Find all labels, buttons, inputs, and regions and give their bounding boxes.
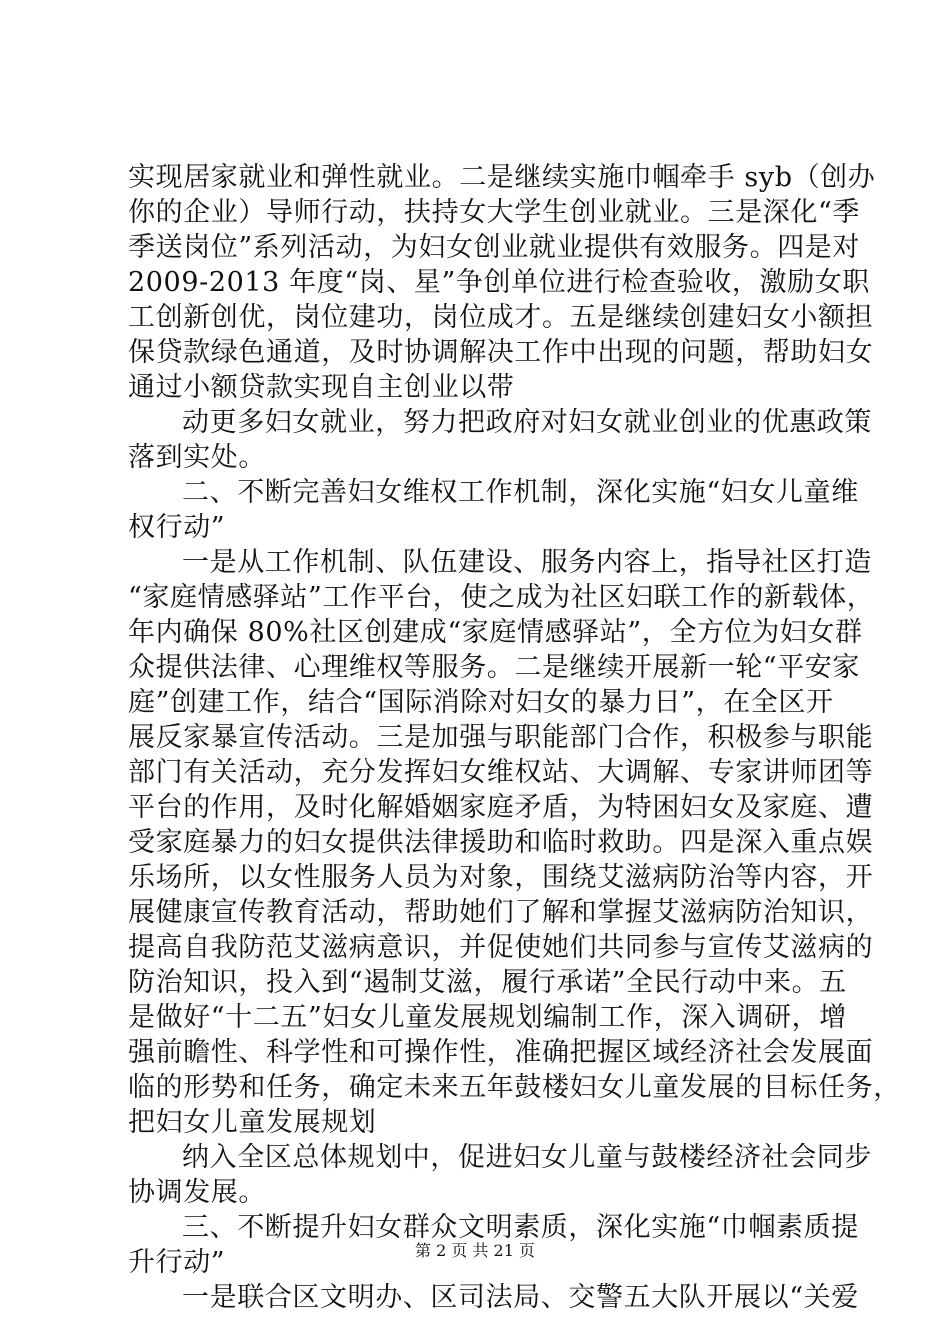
text-line: 部门有关活动，充分发挥妇女维权站、大调解、专家讲师团等 bbox=[128, 757, 874, 788]
text-line: 乐场所，以女性服务人员为对象，围绕艾滋病防治等内容，开 bbox=[128, 862, 874, 893]
paragraph-start-line: 动更多妇女就业，努力把政府对妇女就业创业的优惠政策 bbox=[182, 407, 872, 438]
text-line: 升行动” bbox=[128, 1247, 226, 1278]
text-line: 平台的作用，及时化解婚姻家庭矛盾，为特困妇女及家庭、遭 bbox=[128, 792, 874, 823]
text-line: 强前瞻性、科学性和可操作性，准确把握区域经济社会发展面 bbox=[128, 1037, 874, 1068]
text-line: 众提供法律、心理维权等服务。二是继续开展新一轮“平安家 bbox=[128, 652, 861, 683]
paragraph-start-line: 一是从工作机制、队伍建设、服务内容上，指导社区打造 bbox=[182, 547, 872, 578]
text-line: 年内确保 80%社区创建成“家庭情感驿站”，全方位为妇女群 bbox=[128, 617, 863, 648]
paragraph-start-line: 纳入全区总体规划中，促进妇女儿童与鼓楼经济社会同步 bbox=[182, 1142, 872, 1173]
text-line: 保贷款绿色通道，及时协调解决工作中出现的问题，帮助妇女 bbox=[128, 337, 874, 368]
text-line: 提高自我防范艾滋病意识，并促使她们共同参与宣传艾滋病的 bbox=[128, 932, 874, 963]
text-line: 是做好“十二五”妇女儿童发展规划编制工作，深入调研，增 bbox=[128, 1002, 847, 1033]
text-line: 临的形势和任务，确定未来五年鼓楼妇女儿童发展的目标任务， bbox=[128, 1072, 901, 1103]
text-line: “家庭情感驿站”工作平台，使之成为社区妇联工作的新载体， bbox=[128, 582, 875, 613]
section-heading-2: 二、不断完善妇女维权工作机制，深化实施“妇女儿童维 bbox=[182, 477, 859, 508]
text-line: 展反家暴宣传活动。三是加强与职能部门合作，积极参与职能 bbox=[128, 722, 874, 753]
text-line: 受家庭暴力的妇女提供法律援助和临时救助。四是深入重点娱 bbox=[128, 827, 874, 858]
text-line: 权行动” bbox=[128, 512, 226, 543]
page-number-footer: 第 2 页 共 21 页 bbox=[415, 1241, 535, 1260]
text-line: 你的企业）导师行动，扶持女大学生创业就业。三是深化“季 bbox=[128, 197, 861, 228]
text-line: 落到实处。 bbox=[128, 442, 266, 473]
text-line: 展健康宣传教育活动，帮助她们了解和掌握艾滋病防治知识， bbox=[128, 897, 874, 928]
text-line: 实现居家就业和弹性就业。二是继续实施巾帼牵手 syb（创办 bbox=[128, 162, 876, 193]
text-line: 协调发展。 bbox=[128, 1177, 266, 1208]
text-line: 把妇女儿童发展规划 bbox=[128, 1107, 377, 1138]
text-line: 庭”创建工作，结合“国际消除对妇女的暴力日”，在全区开 bbox=[128, 687, 834, 718]
paragraph-start-line: 一是联合区文明办、区司法局、交警五大队开展以“关爱 bbox=[182, 1282, 859, 1313]
text-line: 通过小额贷款实现自主创业以带 bbox=[128, 372, 515, 403]
text-line: 工创新创优，岗位建功，岗位成才。五是继续创建妇女小额担 bbox=[128, 302, 874, 333]
text-line: 2009-2013 年度“岗、星”争创单位进行检查验收，激励女职 bbox=[128, 267, 870, 298]
document-body bbox=[128, 160, 901, 1315]
section-heading-3: 三、不断提升妇女群众文明素质，深化实施“巾帼素质提 bbox=[182, 1212, 859, 1243]
text-line: 季送岗位”系列活动，为妇女创业就业提供有效服务。四是对 bbox=[128, 232, 861, 263]
text-line: 防治知识，投入到“遏制艾滋，履行承诺”全民行动中来。五 bbox=[128, 967, 847, 998]
